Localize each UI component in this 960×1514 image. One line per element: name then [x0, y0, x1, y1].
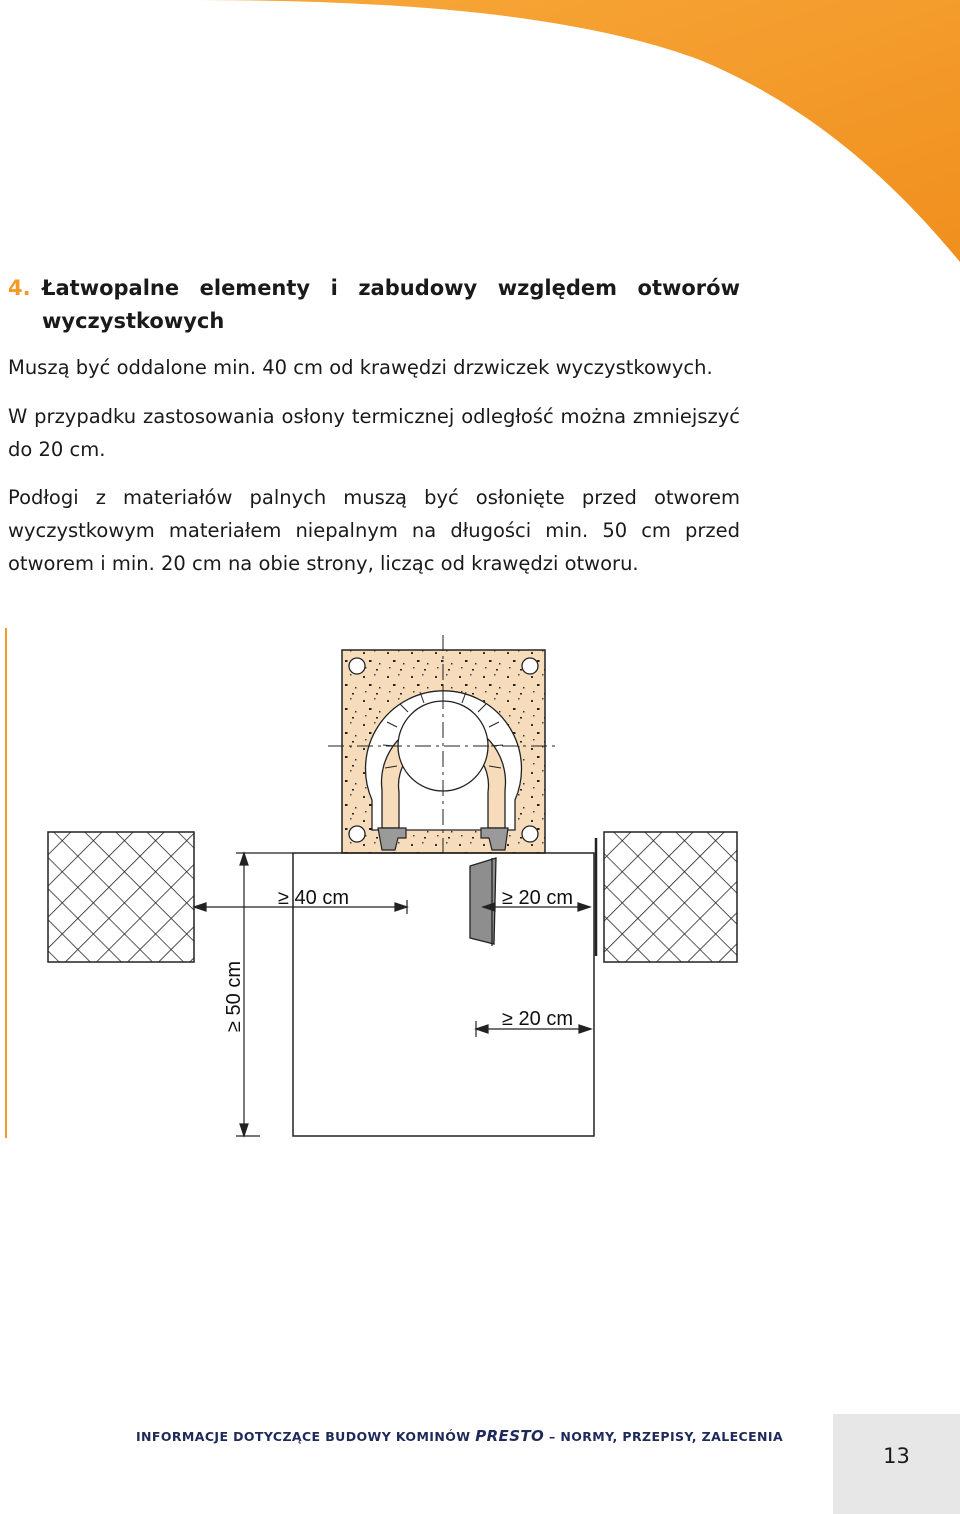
wall-left: [48, 832, 194, 962]
label-20cm-top: ≥ 20 cm: [502, 887, 573, 909]
label-20cm-bottom: ≥ 20 cm: [502, 1008, 573, 1030]
paragraph-thermal-shield: W przypadku zastosowania osłony termicznej odległość można zmniejszyć do 20 cm.: [8, 405, 740, 461]
section-heading: [8, 272, 740, 338]
corner-hole: [349, 826, 365, 842]
orange-swoosh-decoration: [0, 0, 960, 270]
cleanout-opening-diagram: [0, 630, 960, 1150]
footer-caption: [136, 1427, 783, 1445]
page-number: 13: [883, 1444, 910, 1468]
footer-text-before: INFORMACJE DOTYCZĄCE BUDOWY KOMINÓW: [136, 1429, 471, 1444]
wall-right: [604, 832, 737, 962]
corner-hole: [349, 658, 365, 674]
label-50cm: ≥ 50 cm: [223, 961, 245, 1032]
paragraph-floor-protection: Podłogi z materiałów palnych muszą być osłonięte przed otworem wyczystkowym materiałem niepalnym na długości min. 50 cm przed otworem i min. 20 cm na obie strony, licząc od krawędzi otworu.: [8, 486, 740, 575]
footer-brand: PRESTO: [475, 1427, 545, 1445]
section-title: Łatwopalne elementy i zabudowy względem otworów wyczystkowych: [42, 276, 740, 333]
corner-hole: [522, 658, 538, 674]
label-40cm: ≥ 40 cm: [278, 887, 349, 909]
page-number-box: [833, 1414, 960, 1514]
corner-hole: [522, 826, 538, 842]
paragraph-distance: Muszą być oddalone min. 40 cm od krawędzi drzwiczek wyczystkowych.: [8, 356, 713, 379]
footer-text-after: – NORMY, PRZEPISY, ZALECENIA: [548, 1429, 784, 1444]
section-number: 4.: [8, 276, 31, 300]
